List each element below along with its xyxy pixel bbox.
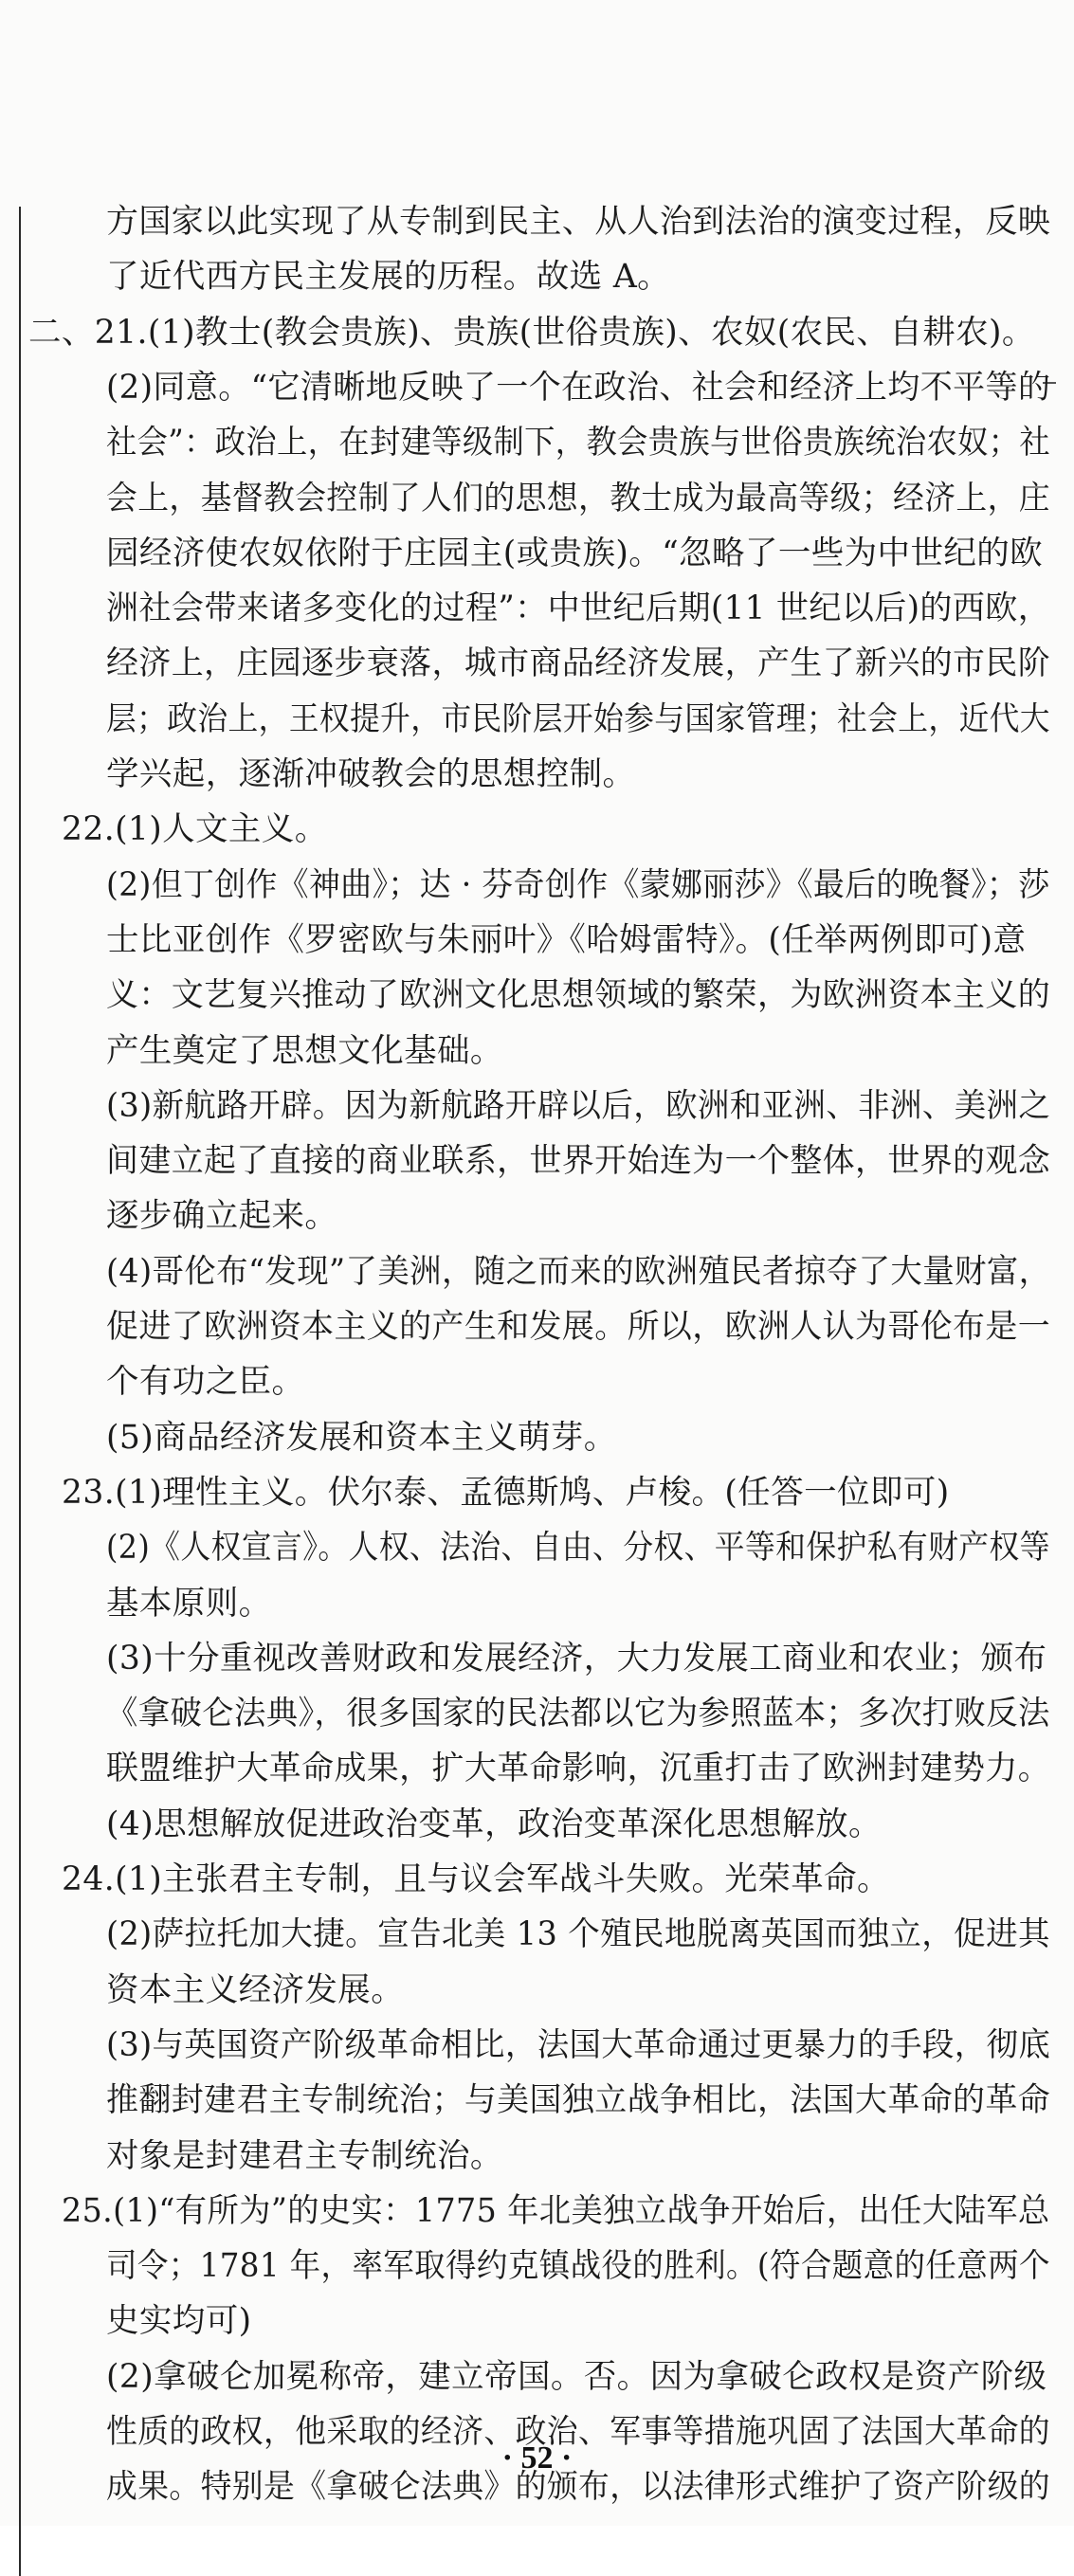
text-line: 性质的政权，他采取的经济、政治、军事等措施巩固了法国大革命的	[106, 2413, 1051, 2451]
text-line: 联盟维护大革命成果，扩大革命影响，沉重打击了欧洲封建势力。	[106, 1750, 1051, 1788]
text-line: 成果。特别是《拿破仑法典》的颁布，以法律形式维护了资产阶级的	[106, 2468, 1051, 2507]
text-line: 层；政治上，王权提升，市民阶层开始参与国家管理；社会上，近代大	[106, 699, 1050, 738]
text-line: 方国家以此实现了从专制到民主、从人治到法治的演变过程，反映	[106, 203, 1051, 241]
text-line: 个有功之臣。	[106, 1363, 305, 1402]
text-line: 促进了欧洲资本主义的产生和发展。所以，欧洲人认为哥伦布是一	[106, 1308, 1051, 1346]
text-line: 园经济使农奴依附于庄园主(或贵族)。“忽略了一些为中世纪的欧	[106, 534, 1044, 572]
text-line: 产生奠定了思想文化基础。	[106, 1031, 503, 1070]
text-line: 经济上，庄园逐步衰落，城市商品经济发展，产生了新兴的市民阶	[106, 644, 1051, 683]
text-line: 二、21.(1)教士(教会贵族)、贵族(世俗贵族)、农奴(农民、自耕农)。	[28, 313, 1035, 352]
text-line: 士比亚创作《罗密欧与朱丽叶》《哈姆雷特》。(任举两例即可)意	[106, 920, 1027, 959]
text-line: 间建立起了直接的商业联系，世界开始连为一个整体，世界的观念	[106, 1142, 1051, 1181]
text-line: (2)拿破仑加冕称帝，建立帝国。否。因为拿破仑政权是资产阶级	[106, 2357, 1047, 2396]
text-line: (2)《人权宣言》。人权、法治、自由、分权、平等和保护私有财产权等	[106, 1529, 1050, 1568]
text-line: 逐步确立起来。	[106, 1197, 338, 1236]
text-line: 洲社会带来诸多变化的过程”：中世纪后期(11 世纪以后)的西欧，	[106, 590, 1051, 628]
text-line: 司令；1781 年，率军取得约克镇战役的胜利。(符合题意的任意两个	[106, 2247, 1050, 2286]
text-line: 资本主义经济发展。	[106, 1970, 405, 2009]
text-line: 义：文艺复兴推动了欧洲文化思想领域的繁荣，为欧洲资本主义的	[106, 976, 1051, 1015]
text-line: (4)哥伦布“发现”了美洲，随之而来的欧洲殖民者掠夺了大量财富，	[106, 1252, 1051, 1291]
text-line: 社会”：政治上，在封建等级制下，教会贵族与世俗贵族统治农奴；社	[106, 424, 1051, 463]
text-line: 会上，基督教会控制了人们的思想，教士成为最高等级；经济上，庄	[106, 479, 1051, 517]
text-line: (3)新航路开辟。因为新航路开辟以后，欧洲和亚洲、非洲、美洲之	[106, 1086, 1051, 1125]
text-line: (2)萨拉托加大捷。宣告北美 13 个殖民地脱离英国而独立，促进其	[106, 1915, 1050, 1954]
text-line: 24.(1)主张君主专制，且与议会军战斗失败。光荣革命。	[62, 1860, 890, 1898]
text-line: (3)十分重视改善财政和发展经济，大力发展工商业和农业；颁布	[106, 1639, 1047, 1678]
left-margin-rule	[19, 207, 21, 2576]
text-line: 对象是封建君主专制统治。	[106, 2136, 503, 2175]
text-line: 基本原则。	[106, 1584, 272, 1623]
text-line: 了近代西方民主发展的历程。故选 A。	[106, 258, 671, 297]
text-line: 22.(1)人文主义。	[62, 810, 328, 849]
text-line: 史实均可)	[106, 2302, 252, 2341]
text-line: (5)商品经济发展和资本主义萌芽。	[106, 1418, 617, 1457]
text-line: (4)思想解放促进政治变革，政治变革深化思想解放。	[106, 1805, 882, 1843]
page-number: · 52 ·	[501, 2440, 573, 2476]
text-line: 25.(1)“有所为”的史实：1775 年北美独立战争开始后，出任大陆军总	[62, 2191, 1050, 2230]
text-line: 《拿破仑法典》，很多国家的民法都以它为参照蓝本；多次打败反法	[106, 1695, 1050, 1733]
text-line: (3)与英国资产阶级革命相比，法国大革命通过更暴力的手段，彻底	[106, 2025, 1051, 2064]
text-line: 推翻封建君主专制统治；与美国独立战争相比，法国大革命的革命	[106, 2081, 1051, 2120]
text-line: 23.(1)理性主义。伏尔泰、孟德斯鸠、卢梭。(任答一位即可)	[62, 1473, 950, 1512]
text-line: (2)但丁创作《神曲》；达 · 芬奇创作《蒙娜丽莎》《最后的晚餐》；莎	[106, 865, 1050, 904]
text-line: (2)同意。“它清晰地反映了一个在政治、社会和经济上均不平等的	[106, 368, 1051, 407]
text-line: 学兴起，逐渐冲破教会的思想控制。	[106, 755, 636, 793]
